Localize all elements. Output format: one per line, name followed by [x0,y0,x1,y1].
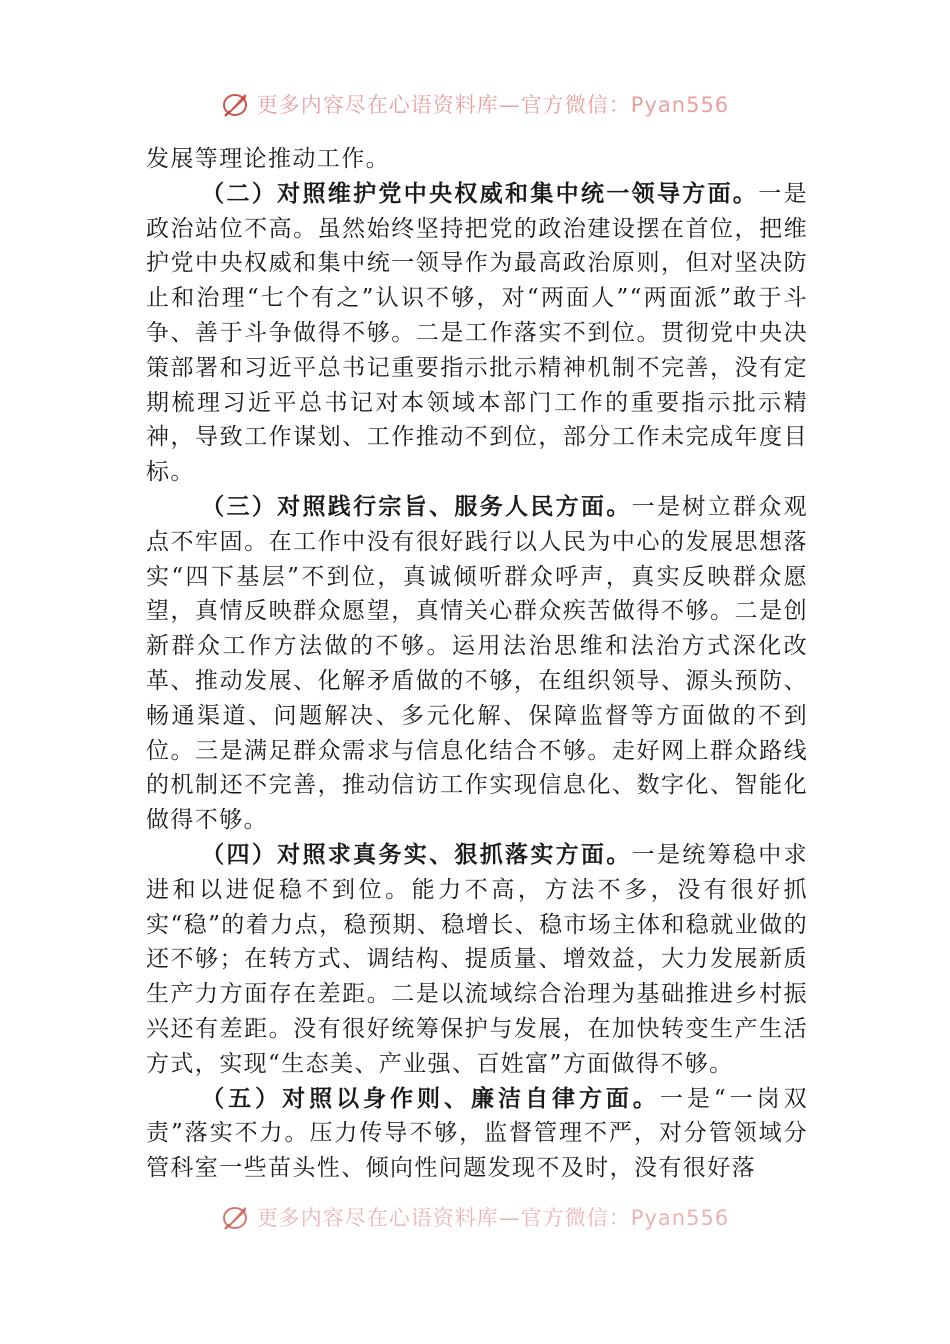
footer-watermark [0,1206,950,1246]
header-watermark [0,84,950,124]
paragraph-3-body: 一是树立群众观点不牢固。在工作中没有很好践行以人民为中心的发展思想落实“四下基层”不到位，真诚倾听群众呼声，真实反映群众愿望，真情反映群众愿望，真情关心群众疾苦做得不够。二是创新群众工作方法做的不够。运用法治思维和法治方式深化改革、推动发展、化解矛盾做的不够，在组织领导、源头预防、畅通渠道、问题解决、多元化解、保障监督等方面做的不到位。三是满足群众需求与信息化结合不够。走好网上群众路线的机制还不完善，推动信访工作实现信息化、数字化、智能化做得不够。 [146,493,808,834]
section-heading-4: （四）对照求真务实、狠抓落实方面。 [201,840,632,868]
paragraph-3 [146,490,808,838]
footer-watermark-text: 更多内容尽在心语资料库—官方微信：Pyan556 [256,1206,730,1230]
paragraph-4-body: 一是统筹稳中求进和以进促稳不到位。能力不高，方法不多，没有很好抓实“稳”的着力点，稳预期、稳增长、稳市场主体和稳就业做的还不够；在转方式、调结构、提质量、增效益，大力发展新质生产力方面存在差距。二是以流域综合治理为基础推进乡村振兴还有差距。没有很好统筹保护与发展，在加快转变生产生活方式，实现“生态美、产业强、百姓富”方面做得不够。 [146,841,808,1077]
section-heading-5: （五）对照以身作则、廉洁自律方面。 [201,1084,660,1112]
paragraph-5 [146,1082,808,1186]
quill-logo-icon [221,1206,251,1232]
paragraph-1-body: 发展等理论推动工作。 [146,146,390,172]
paragraph-2-body: 一是政治站位不高。虽然始终坚持把党的政治建设摆在首位，把维护党中央权威和集中统一领导作为最高政治原则，但对坚决防止和治理“七个有之”认识不够，对“两面人”“两面派”敢于斗争、善于斗争做得不够。二是工作落实不到位。贯彻党中央决策部署和习近平总书记重要指示批示精神机制不完善，没有定期梳理习近平总书记对本领域本部门工作的重要指示批示精神，导致工作谋划、工作推动不到位，部分工作未完成年度目标。 [146,180,808,486]
paragraph-1 [146,142,808,177]
section-heading-2: （二）对照维护党中央权威和集中统一领导方面。 [201,179,759,207]
quill-logo-icon [221,89,251,119]
paragraph-4 [146,838,808,1082]
document-body [146,142,808,1186]
paragraph-5-body: 一是“一岗双责”落实不力。压力传导不够，监督管理不严，对分管领域分管科室一些苗头性、倾向性问题发现不及时，没有很好落 [146,1085,808,1182]
paragraph-2 [146,177,808,490]
section-heading-3: （三）对照践行宗旨、服务人民方面。 [201,492,632,520]
header-watermark-text: 更多内容尽在心语资料库—官方微信：Pyan556 [256,93,730,117]
